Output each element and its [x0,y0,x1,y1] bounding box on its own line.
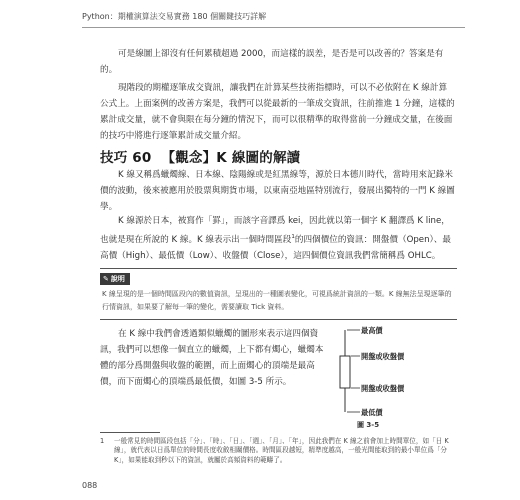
header-divider [82,27,465,28]
figure-caption: 圖 3-5 [357,421,380,429]
candle-body [340,356,350,388]
paragraph-4 [100,213,455,264]
pencil-icon: ✎ [103,275,109,283]
paragraph-5: 在 K 線中我們會透過類似蠟燭的圖形來表示這四個資訊，我們可以想像一個直立的蠟燭，上下都有燭心，蠟燭本體的部分爲開盤與收盤的範圍，而上面燭心的頂端是最高價，而下面燭心的頂端爲最低價，如圖 3-5 所示。 [100,329,324,387]
note-box [100,268,457,320]
high-label: 最高價 [361,326,383,335]
footnote-ref: 1 [291,234,295,240]
candlestick-diagram [330,326,370,418]
paragraph-3: K 線又稱爲蠟燭線、日本線、陰陽線或是紅黑線等，源於日本德川時代，當時用來記錄米價的波動，後來被應用於股票與期貨市場，以東南亞地區特別流行，發展出獨特的一門 K 線圖學。 [100,170,455,212]
footnote-text: 一般常見的時間區段包括「分」、「時」、「日」、「週」、「月」、「年」，因此我們在 K 線之前會加上時間單位，如「日 K 線」，就代表以日爲單位的時間長度收斂相關價格。時間區段越短，精準度越高，一般光間能取到的最小單位爲「分 K」，如果能取到秒以下的資訊，就屬於高頻資料的範疇了。 [114,437,449,464]
note-tag [100,273,130,285]
running-header: Python：期權演算法交易實務 180 個關鍵技巧詳解 [82,12,267,21]
paragraph-1: 可是線圖上卻沒有任何累積超過 2000，而這樣的誤差，是否是可以改善的？答案是有的。 [100,49,444,75]
note-text: K 線呈現的是一個時間區段內的數值資訊，呈現出的一種圖表變化，可視爲統計資訊的一類。K 線無法呈現逐筆的行情資訊，如果要了解每一筆的變化，需要讀取 Tick 資料。 [102,290,452,311]
paragraph-4-part-2: 的四個價位的資訊：開盤價（Open）、最高價（High）、最低價（Low）、收盤價（Close），這四個價位資訊我們常簡稱爲 OHLC。 [100,234,451,261]
footnote-mark: 1 [100,437,105,445]
page-number: 088 [82,481,98,490]
note-tag-label: 說明 [110,275,125,283]
low-label: 最低價 [361,408,383,417]
upper-open-close-label: 開盤或收盤價 [361,352,405,361]
section-title: 【觀念】K 線圖的解讀 [161,150,301,166]
lower-open-close-label: 開盤或收盤價 [361,384,405,393]
paragraph-4-part-1: K 線源於日本，被寫作「罫」，而該字音譯爲 kei，因此就以第一個字 K 翻譯爲 K line，也就是現在所說的 K 線。K 線表示出一個時間區段 [100,216,450,245]
footnote [100,437,457,465]
footnote-divider [100,432,160,433]
section-number: 技巧 60 [100,150,152,166]
section-heading [100,146,300,166]
paragraph-2: 現階段的期權逐筆成交資訊，讓我們在計算某些技術指標時，可以不必依附在 K 線計算公式上。上面案例的改善方案是，我們可以從最新的一筆成交資訊，往前推進 1 分鐘，這樣的累計成交量，就不會與限在每分鐘的情況下，而可以很精準的取得當前一分鐘成交量，在後面的技巧中將進行逐筆累計成交量介紹。 [100,83,455,141]
